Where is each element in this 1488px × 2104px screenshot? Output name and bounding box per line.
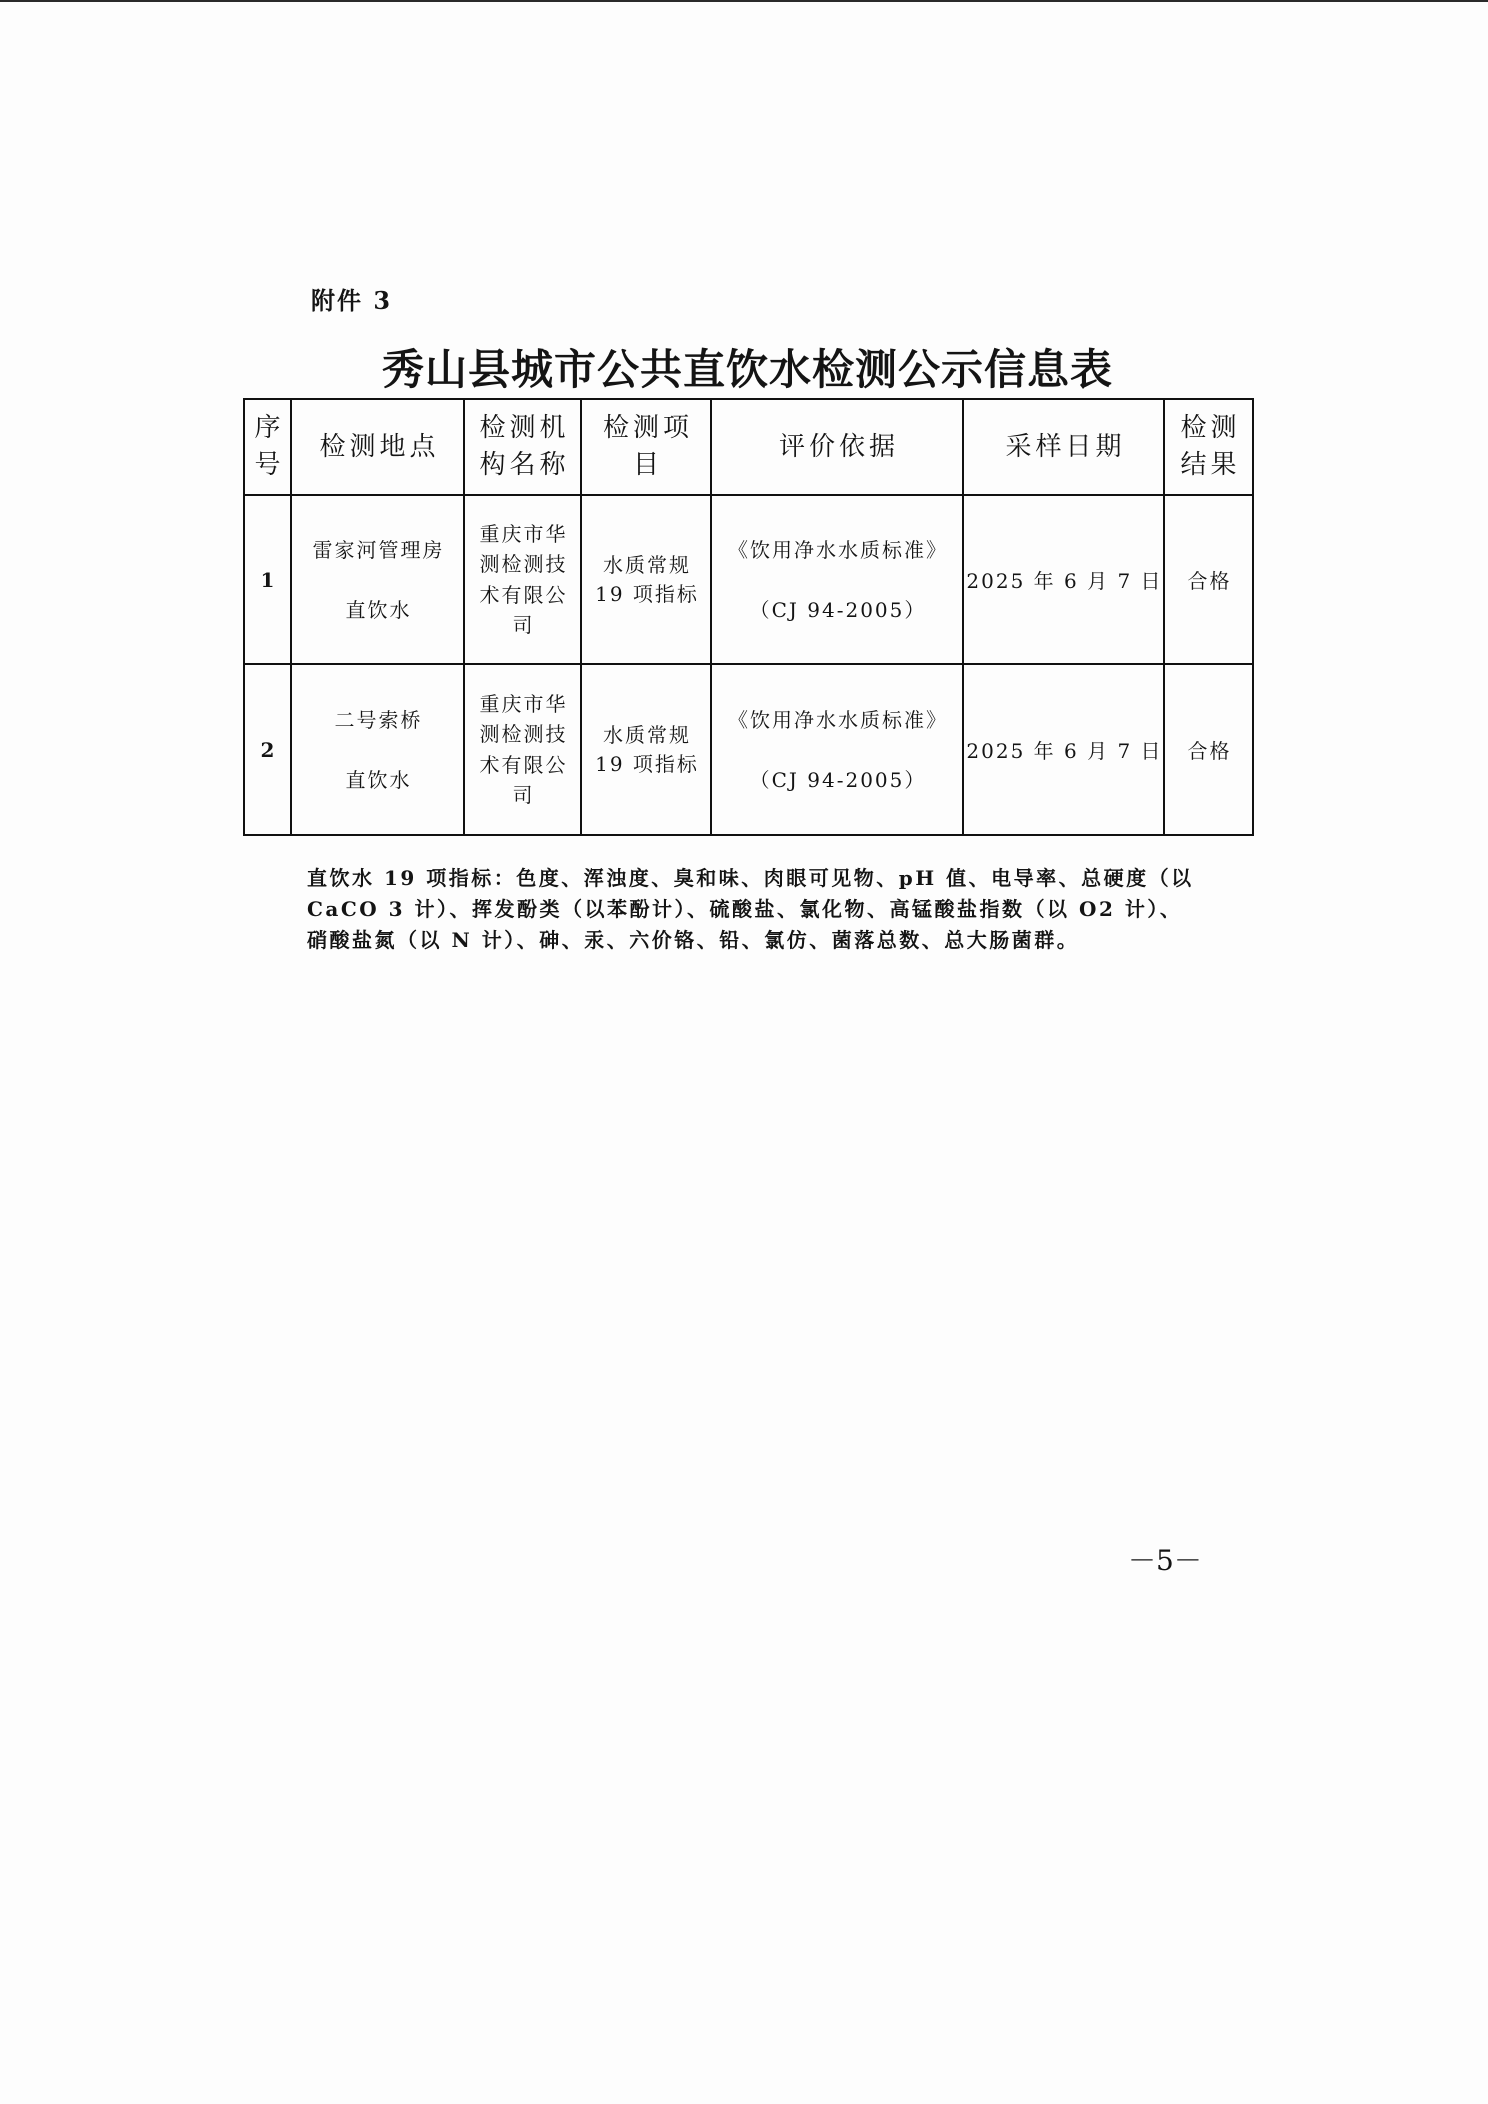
- cell-text: 《饮用净水水质标准》: [728, 537, 948, 562]
- header-index: [244, 399, 291, 495]
- cell-text: 《饮用净水水质标准》: [728, 707, 948, 732]
- header-result: [1164, 399, 1253, 495]
- header-agency: [464, 399, 581, 495]
- footnote-line: 硝酸盐氮（以 N 计）、砷、汞、六价铬、铅、氯仿、菌落总数、总大肠菌群。: [307, 928, 1080, 952]
- cell-text: 测检测技: [479, 722, 568, 746]
- header-test-items: [581, 399, 711, 495]
- cell-result: 合格: [1164, 495, 1253, 664]
- cell-text: 19 项指标: [595, 581, 699, 606]
- cell-text: 雷家河管理房: [312, 537, 445, 562]
- cell-standard: [711, 664, 963, 835]
- header-text: 结果: [1180, 450, 1241, 480]
- cell-agency: [464, 495, 581, 664]
- header-text: 评价依据: [778, 431, 899, 462]
- cell-sampling-date: 2025 年 6 月 7 日: [963, 495, 1164, 664]
- cell-text: 水质常规: [603, 722, 691, 747]
- cell-text: 直饮水: [345, 767, 412, 792]
- cell-text: 司: [512, 783, 535, 807]
- cell-text: 测检测技: [479, 552, 568, 576]
- header-text: 检测项: [602, 413, 693, 443]
- header-text: 目: [632, 450, 663, 480]
- header-text: 检测: [1180, 413, 1241, 443]
- header-text: 检测机: [479, 413, 570, 443]
- table-header-row: [244, 399, 1253, 495]
- table-row: [244, 495, 1253, 664]
- cell-text: 术有限公: [479, 582, 568, 607]
- cell-text: 直饮水: [345, 597, 412, 622]
- footnote: [307, 863, 1194, 956]
- cell-text: 术有限公: [479, 752, 568, 777]
- info-table: [243, 398, 1254, 836]
- cell-index: 2: [244, 664, 291, 835]
- cell-text: 重庆市华: [479, 521, 568, 546]
- header-text: 序: [254, 413, 285, 443]
- header-text: 构名称: [479, 450, 570, 480]
- cell-text: 19 项指标: [595, 751, 699, 776]
- cell-standard: [711, 495, 963, 664]
- cell-agency: [464, 664, 581, 835]
- cell-text: 重庆市华: [479, 691, 568, 716]
- page-title: 秀山县城市公共直饮水检测公示信息表: [381, 345, 1113, 394]
- cell-test-items: [581, 664, 711, 835]
- cell-index: 1: [244, 495, 291, 664]
- header-sampling-date: [963, 399, 1164, 495]
- page-number: －5－: [1128, 1544, 1202, 1577]
- cell-text: 二号索桥: [334, 707, 423, 732]
- cell-test-items: [581, 495, 711, 664]
- cell-text: 司: [512, 613, 535, 637]
- footnote-line: CaCO 3 计）、挥发酚类（以苯酚计）、硫酸盐、氯化物、高锰酸盐指数（以 O2 计）、: [307, 897, 1183, 921]
- attachment-label: 附件 3: [311, 286, 393, 315]
- cell-text: （CJ 94-2005）: [749, 767, 927, 792]
- footnote-line: 直饮水 19 项指标：色度、浑浊度、臭和味、肉眼可见物、pH 值、电导率、总硬度（以: [307, 866, 1194, 890]
- cell-text: 水质常规: [603, 552, 691, 577]
- header-text: 采样日期: [1005, 431, 1126, 462]
- cell-location: [291, 495, 464, 664]
- header-text: 检测地点: [319, 431, 440, 462]
- cell-result: 合格: [1164, 664, 1253, 835]
- cell-text: （CJ 94-2005）: [749, 597, 927, 622]
- cell-sampling-date: 2025 年 6 月 7 日: [963, 664, 1164, 835]
- header-location: [291, 399, 464, 495]
- header-text: 号: [254, 450, 285, 480]
- cell-location: [291, 664, 464, 835]
- table-row: [244, 664, 1253, 835]
- header-standard: [711, 399, 963, 495]
